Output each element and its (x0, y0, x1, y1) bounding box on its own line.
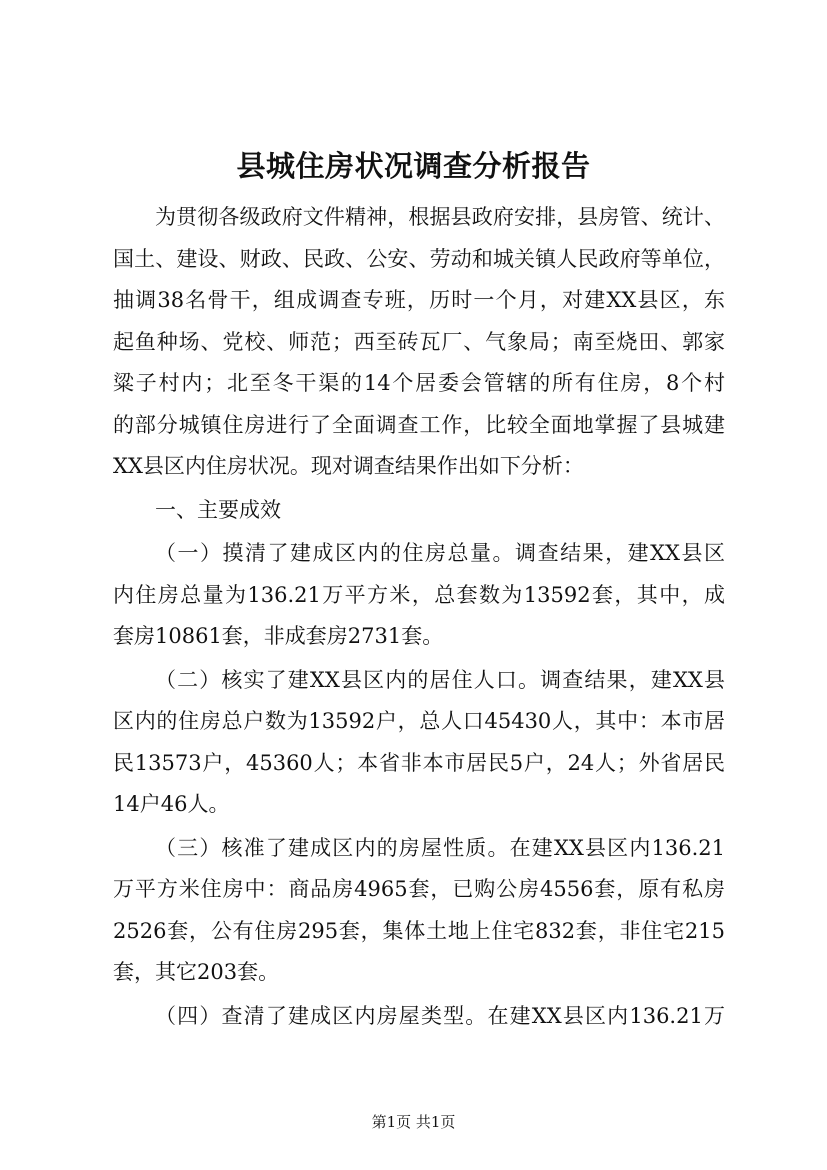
text-line: （二）核实了建XX县区内的居住人口。调查结果，建XX县 (155, 667, 725, 692)
text-line: 的部分城镇住房进行了全面调查工作，比较全面地掌握了县城建 (113, 412, 725, 437)
text-line: 14户46人。 (113, 792, 230, 816)
text-line: 一、主要成效 (155, 497, 281, 522)
paragraph-item-4 (113, 996, 725, 1038)
paragraph-item-1 (113, 533, 725, 658)
text-line: 粱子村内；北至冬干渠的14个居委会管辖的所有住房，8个村 (113, 371, 725, 395)
text-line: （四）查清了建成区内房屋类型。在建XX县区内136.21万 (155, 1003, 725, 1028)
paragraph-item-3 (113, 828, 725, 994)
text-line: （一）摸清了建成区内的住房总量。调查结果，建XX县区 (155, 541, 725, 565)
text-line: 民13573户，45360人；本省非本市居民5户，24人；外省居民 (113, 750, 725, 775)
text-line: 万平方米住房中：商品房4965套，已购公房4556套，原有私房 (113, 877, 725, 901)
document-body (113, 197, 725, 1039)
text-line: XX县区内住房状况。现对调查结果作出如下分析： (113, 454, 584, 478)
page-number: 第1页 共1页 (371, 1113, 456, 1131)
text-line: 区内的住房总户数为13592户，总人口45430人，其中：本市居 (113, 709, 725, 733)
document-title: 县城住房状况调查分析报告 (236, 149, 591, 183)
text-line: 内住房总量为136.21万平方米，总套数为13592套，其中，成 (113, 582, 725, 607)
text-line: 为贯彻各级政府文件精神，根据县政府安排，县房管、统计、 (155, 205, 725, 229)
text-line: 套房10861套，非成套房2731套。 (113, 624, 444, 648)
text-line: 套，其它203套。 (113, 960, 280, 984)
text-line: （三）核准了建成区内的房屋性质。在建XX县区内136.21 (155, 835, 725, 860)
text-line: 起鱼种场、党校、师范；西至砖瓦厂、气象局；南至烧田、郭家 (113, 329, 725, 354)
section-heading (113, 490, 725, 532)
text-line: 国土、建设、财政、民政、公安、劳动和城关镇人民政府等单位， (113, 246, 725, 271)
text-line: 2526套，公有住房295套，集体土地上住宅832套，非住宅215 (113, 918, 725, 943)
paragraph-item-2 (113, 660, 725, 826)
paragraph-intro (113, 197, 725, 488)
text-line: 抽调38名骨干，组成调查专班，历时一个月，对建XX县区，东 (113, 288, 725, 312)
